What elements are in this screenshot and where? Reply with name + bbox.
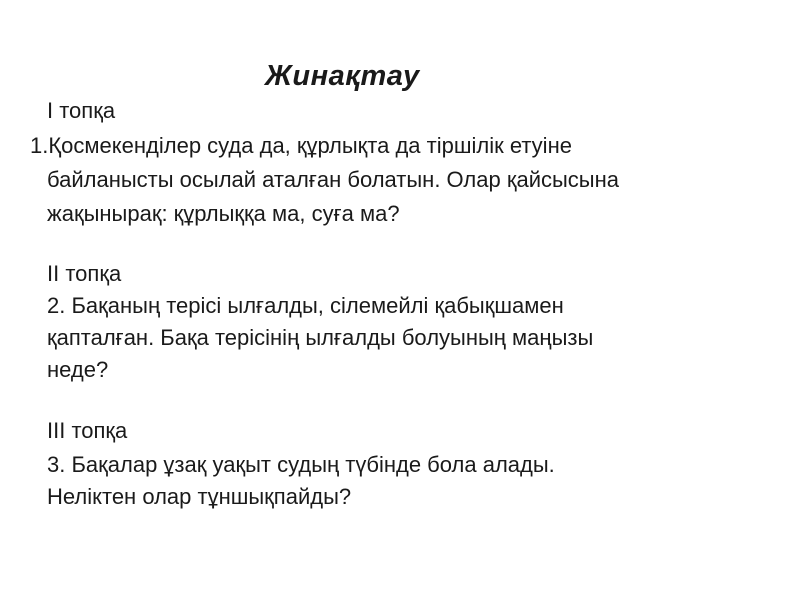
group-2-question-line-1: 2. Бақаның терісі ылғалды, сілемейлі қабықшамен: [47, 293, 564, 318]
group-1-heading: І топқа: [47, 98, 116, 123]
group-3-question-line-1: 3. Бақалар ұзақ уақыт судың түбінде бола алады.: [47, 452, 555, 477]
slide-title: Жинақтау: [265, 60, 420, 92]
group-2-question-line-2: қапталған. Бақа терісінің ылғалды болуының маңызы: [47, 325, 594, 350]
group-1-question-line-3: жақынырақ: құрлыққа ма, суға ма?: [47, 201, 400, 226]
group-1-question-line-2: байланысты осылай аталған болатын. Олар қайсысына: [47, 167, 619, 192]
group-3-question-line-2: Неліктен олар тұншықпайды?: [47, 484, 352, 509]
group-2-question-line-3: неде?: [47, 357, 109, 382]
group-3-heading: ІІІ топқа: [47, 418, 128, 443]
group-2-heading: ІІ топқа: [47, 261, 122, 286]
group-1-question-line-1: 1.Қосмекенділер суда да, құрлықта да тіршілік етуіне: [30, 133, 572, 158]
